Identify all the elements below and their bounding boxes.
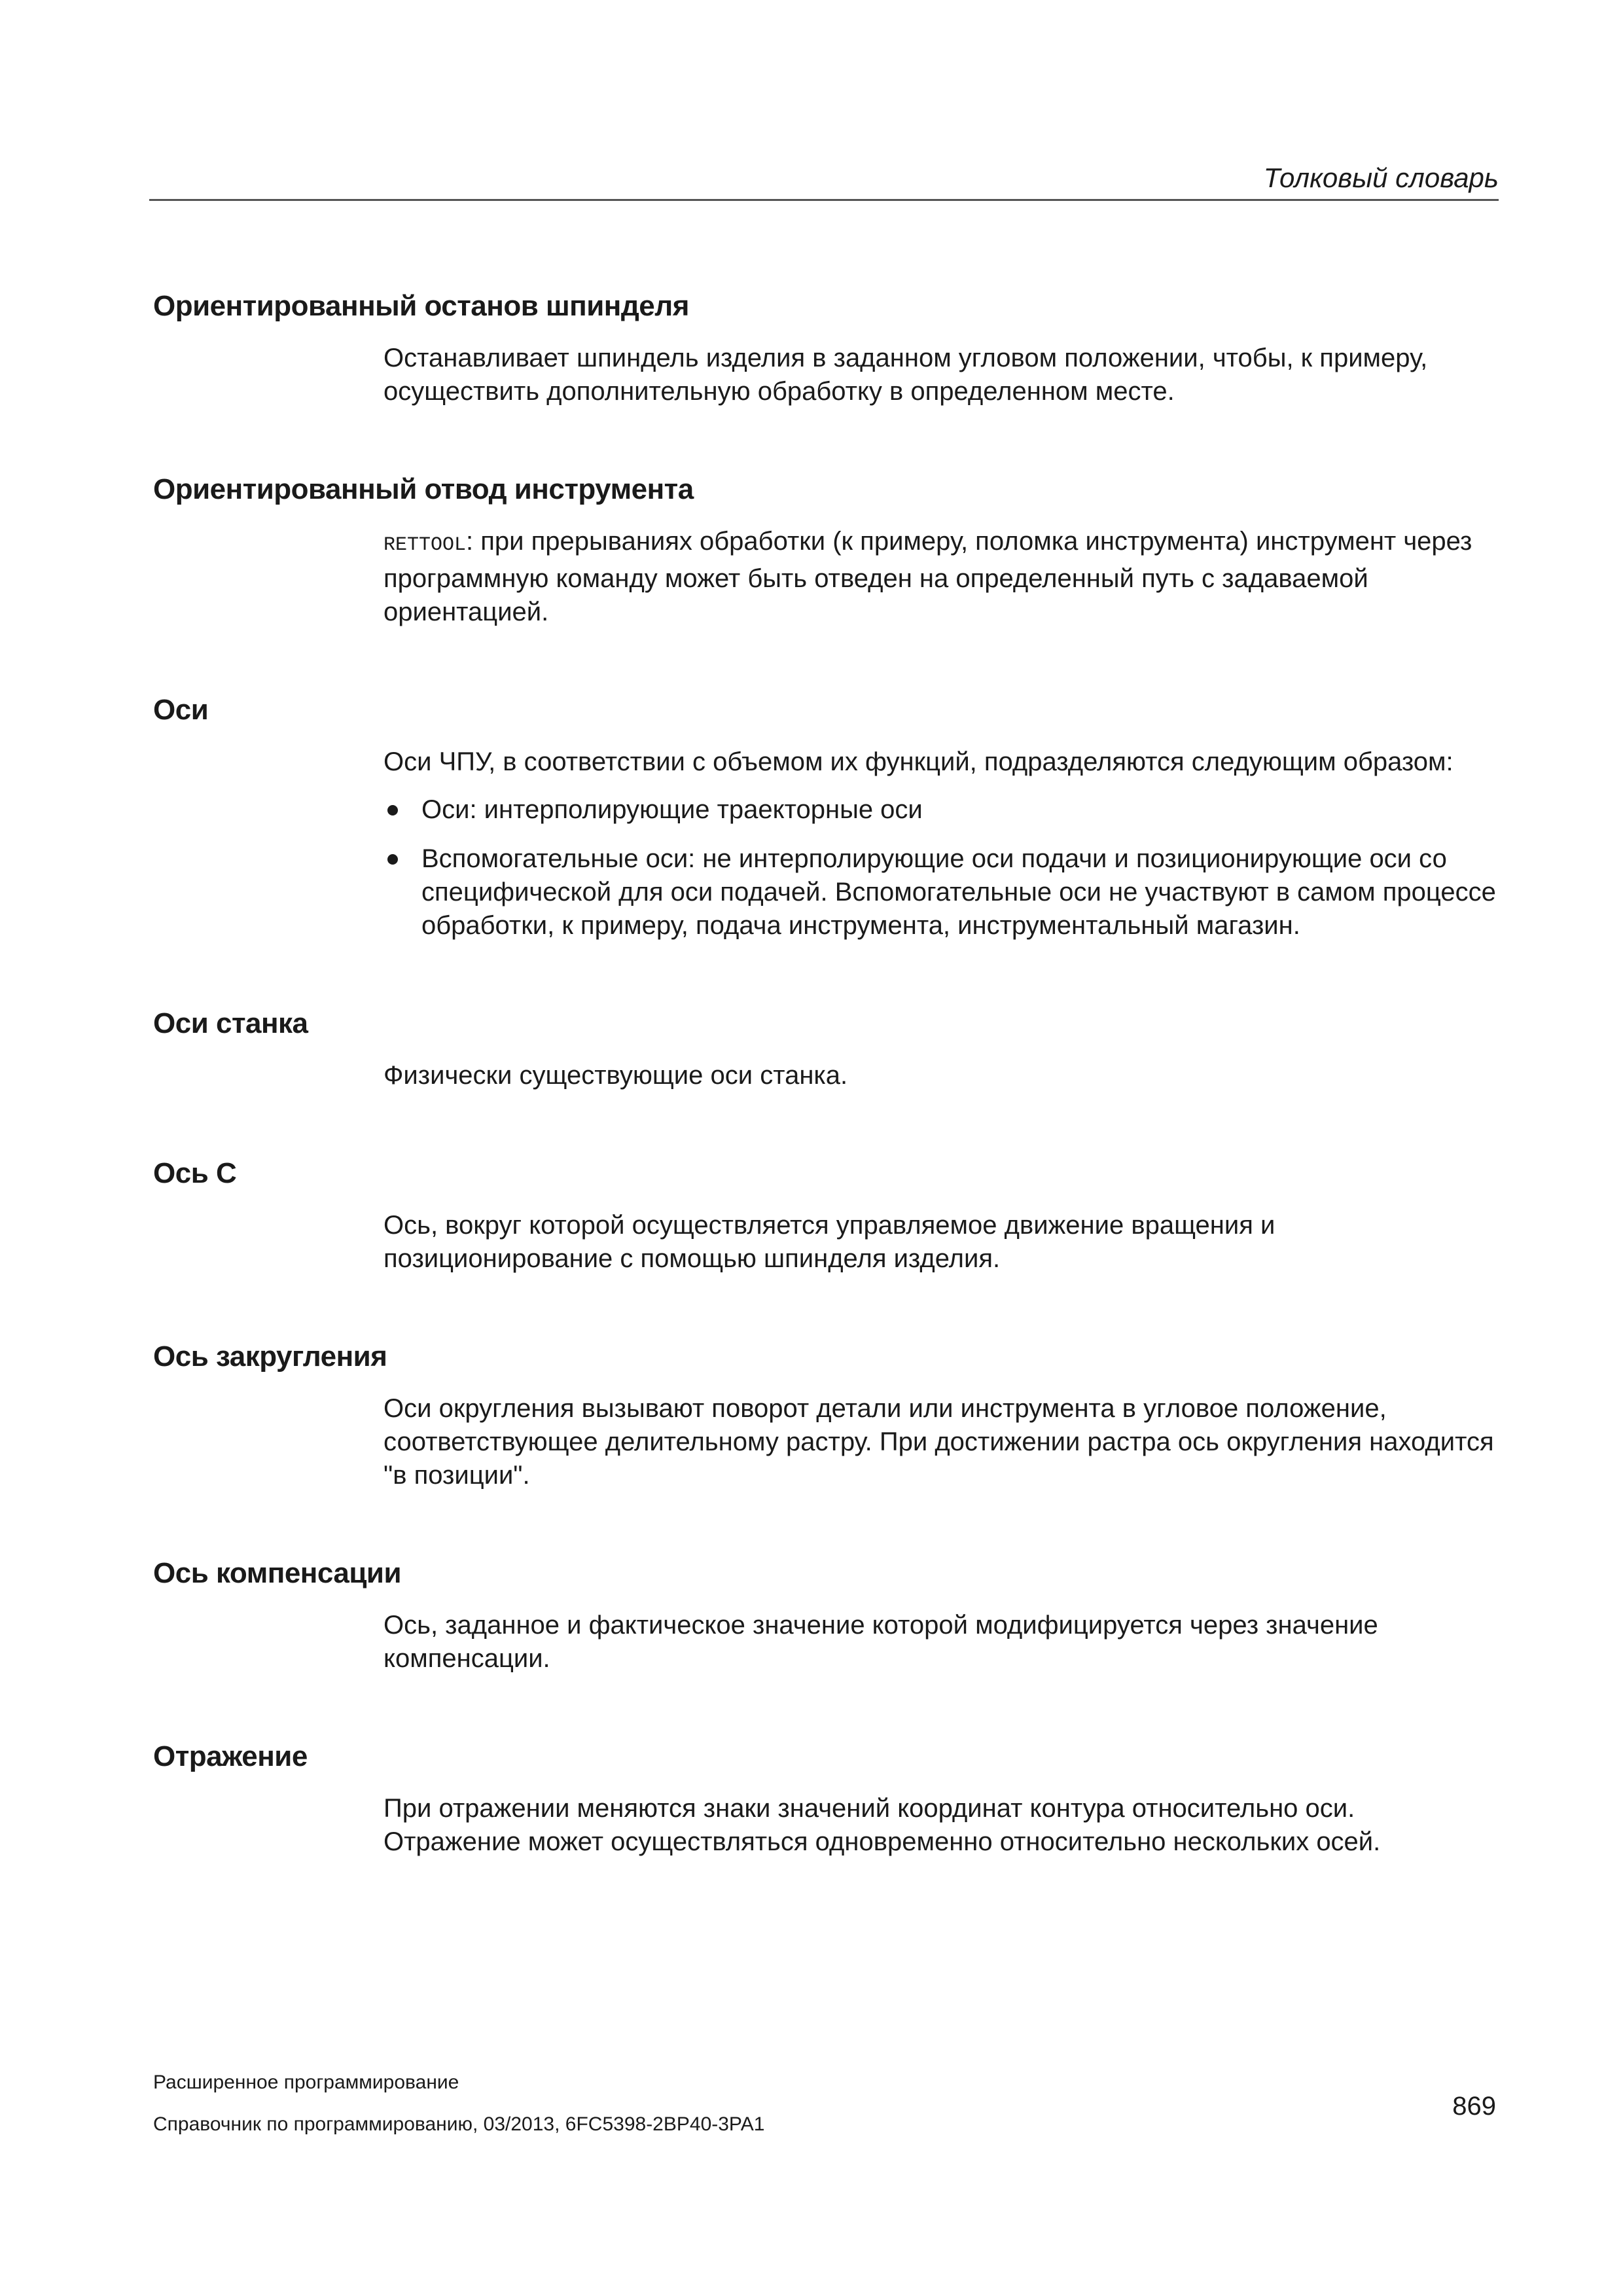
footer-manual-info: Справочник по программированию, 03/2013, 6FC5398-2BP40-3PA1 — [153, 2113, 765, 2135]
glossary-definition — [383, 1792, 1499, 1859]
definition-text-body: : при прерываниях обработки (к примеру, поломка инструмента) инструмент через программную команду может быть отведен на определенный путь с задаваемой ориентацией. — [383, 527, 1472, 626]
glossary-term: Ось закругления — [153, 1340, 387, 1372]
glossary-content — [153, 288, 1499, 1922]
definition-text: Физически существующие оси станка. — [383, 1061, 848, 1090]
bullet-text: Вспомогательные оси: не интерполирующие оси подачи и позиционирующие оси со специфической для оси подачей. Вспомогательные оси не участвуют в самом процессе обработки, к примеру, подача инструмента, инструментальный магазин. — [421, 844, 1496, 940]
definition-text: Оси ЧПУ, в соответствии с объемом их функций, подразделяются следующим образом: — [383, 747, 1454, 776]
definition-text: Останавливает шпиндель изделия в заданном угловом положении, чтобы, к примеру, осуществить дополнительную обработку в определенном месте. — [383, 344, 1428, 406]
code-keyword: RETTOOL — [383, 534, 467, 556]
glossary-entry — [153, 1555, 1499, 1676]
page-number: 869 — [1452, 2092, 1496, 2121]
glossary-definition — [383, 745, 1499, 942]
definition-text: Ось, вокруг которой осуществляется управляемое движение вращения и позиционирование с помощью шпинделя изделия. — [383, 1211, 1275, 1273]
glossary-definition — [383, 1059, 1499, 1092]
bullet-list — [383, 793, 1499, 942]
bullet-item — [383, 793, 1499, 827]
glossary-term: Ось компенсации — [153, 1557, 402, 1589]
bullet-dot-icon — [387, 854, 398, 865]
glossary-definition — [383, 342, 1499, 408]
running-header-title: Толковый словарь — [1263, 162, 1499, 193]
header-divider — [149, 199, 1499, 201]
glossary-term: Ориентированный отвод инструмента — [153, 473, 694, 505]
glossary-entry — [153, 1155, 1499, 1276]
bullet-text: Оси: интерполирующие траекторные оси — [421, 795, 923, 824]
glossary-term: Отражение — [153, 1740, 308, 1772]
glossary-definition — [383, 525, 1499, 629]
glossary-term: Ориентированный останов шпинделя — [153, 290, 689, 322]
glossary-entry — [153, 1005, 1499, 1092]
definition-text: Оси округления вызывают поворот детали или инструмента в угловое положение, соответствующее делительному растру. При достижении растра ось округления находится "в позиции". — [383, 1394, 1494, 1490]
glossary-term: Ось C — [153, 1157, 237, 1189]
definition-text — [383, 525, 1499, 629]
bullet-item — [383, 842, 1499, 942]
glossary-definition — [383, 1209, 1499, 1276]
page-footer — [153, 2062, 764, 2145]
glossary-term: Оси — [153, 694, 209, 726]
glossary-term: Оси станка — [153, 1007, 308, 1039]
definition-text: При отражении меняются знаки значений координат контура относительно оси. Отражение может осуществляться одновременно относительно нескольких осей. — [383, 1794, 1381, 1856]
glossary-definition — [383, 1609, 1499, 1676]
definition-text: Ось, заданное и фактическое значение которой модифицируется через значение компенсации. — [383, 1611, 1378, 1673]
glossary-entry — [153, 1338, 1499, 1492]
glossary-entry — [153, 1738, 1499, 1859]
bullet-dot-icon — [387, 805, 398, 816]
glossary-entry — [153, 692, 1499, 942]
glossary-definition — [383, 1392, 1499, 1492]
glossary-entry — [153, 471, 1499, 629]
glossary-entry — [153, 288, 1499, 408]
footer-book-title: Расширенное программирование — [153, 2072, 459, 2093]
